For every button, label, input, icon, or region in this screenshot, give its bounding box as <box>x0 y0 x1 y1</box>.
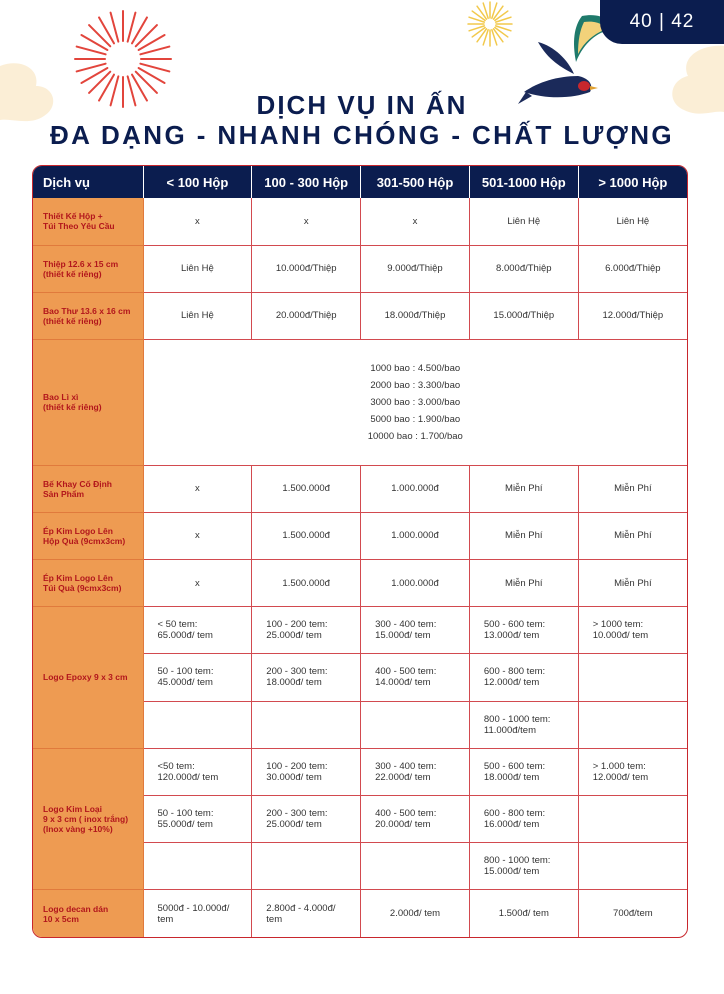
empty-cell <box>143 701 252 748</box>
price-cell: 500 - 600 tem: 13.000đ/ tem <box>469 607 578 654</box>
price-cell: 100 - 200 tem: 25.000đ/ tem <box>252 607 361 654</box>
column-header: < 100 Hộp <box>143 166 252 198</box>
price-cell: 1.000.000đ <box>361 559 470 606</box>
price-table <box>32 165 688 938</box>
price-cell: Miễn Phí <box>469 465 578 512</box>
price-cell: 5000đ - 10.000đ/ tem <box>143 890 252 937</box>
service-label: Logo decan dán 10 x 5cm <box>33 890 143 937</box>
service-label: Logo Kim Loại 9 x 3 cm ( inox trắng) (Inox vàng +10%) <box>33 748 143 890</box>
price-cell: Liên Hệ <box>143 245 252 292</box>
price-cell: 400 - 500 tem: 20.000đ/ tem <box>361 795 470 842</box>
column-header: 100 - 300 Hộp <box>252 166 361 198</box>
service-label: Ép Kim Logo Lên Hộp Quà (9cmx3cm) <box>33 512 143 559</box>
column-header: Dịch vụ <box>33 166 143 198</box>
service-label: Bế Khay Cố Định Sản Phẩm <box>33 465 143 512</box>
column-header: 501-1000 Hộp <box>469 166 578 198</box>
price-cell: 1.000.000đ <box>361 512 470 559</box>
price-cell: 6.000đ/Thiệp <box>578 245 687 292</box>
table-row <box>33 340 687 466</box>
empty-cell <box>252 701 361 748</box>
price-cell: 2.800đ - 4.000đ/ tem <box>252 890 361 937</box>
price-cell: 700đ/tem <box>578 890 687 937</box>
empty-cell <box>578 654 687 701</box>
column-header: > 1000 Hộp <box>578 166 687 198</box>
price-cell: 2.000đ/ tem <box>361 890 470 937</box>
price-cell: x <box>143 465 252 512</box>
price-cell: 50 - 100 tem: 55.000đ/ tem <box>143 795 252 842</box>
price-cell: Miễn Phí <box>469 559 578 606</box>
empty-cell <box>361 843 470 890</box>
service-label: Bao Thư 13.6 x 16 cm (thiết kế riêng) <box>33 292 143 339</box>
price-cell: 800 - 1000 tem: 11.000đ/tem <box>469 701 578 748</box>
price-cell: Miễn Phí <box>578 465 687 512</box>
price-cell: 15.000đ/Thiệp <box>469 292 578 339</box>
price-cell: x <box>143 198 252 245</box>
price-cell: 1.500đ/ tem <box>469 890 578 937</box>
price-cell: x <box>143 512 252 559</box>
price-cell: Miễn Phí <box>578 559 687 606</box>
price-cell: 200 - 300 tem: 25.000đ/ tem <box>252 795 361 842</box>
price-cell: Liên Hệ <box>578 198 687 245</box>
price-cell: 500 - 600 tem: 18.000đ/ tem <box>469 748 578 795</box>
page-subtitle: ĐA DẠNG - NHANH CHÓNG - CHẤT LƯỢNG <box>49 120 675 150</box>
price-cell: 1.000.000đ <box>361 465 470 512</box>
page-title: DỊCH VỤ IN ẤN <box>256 90 468 120</box>
price-cell: 12.000đ/Thiệp <box>578 292 687 339</box>
empty-cell <box>143 843 252 890</box>
table-row <box>33 465 687 512</box>
service-label: Bao Lì xì (thiết kế riêng) <box>33 340 143 466</box>
price-cell: x <box>361 198 470 245</box>
table-row <box>33 890 687 937</box>
price-cell: x <box>252 198 361 245</box>
price-cell: 300 - 400 tem: 22.000đ/ tem <box>361 748 470 795</box>
column-header: 301-500 Hộp <box>361 166 470 198</box>
price-cell: 1.500.000đ <box>252 465 361 512</box>
price-cell: x <box>143 559 252 606</box>
price-cell: 100 - 200 tem: 30.000đ/ tem <box>252 748 361 795</box>
table-row <box>33 198 687 245</box>
price-cell: 1.500.000đ <box>252 559 361 606</box>
service-label: Logo Epoxy 9 x 3 cm <box>33 607 143 749</box>
table-row <box>33 512 687 559</box>
price-cell: 400 - 500 tem: 14.000đ/ tem <box>361 654 470 701</box>
empty-cell <box>361 701 470 748</box>
merged-price-cell: 1000 bao : 4.500/bao 2000 bao : 3.300/bao 3000 bao : 3.000/bao 5000 bao : 1.900/bao 10000 bao : 1.700/bao <box>143 340 687 466</box>
firework-yellow-icon <box>458 0 522 52</box>
price-cell: 600 - 800 tem: 12.000đ/ tem <box>469 654 578 701</box>
price-cell: 20.000đ/Thiệp <box>252 292 361 339</box>
price-cell: > 1.000 tem: 12.000đ/ tem <box>578 748 687 795</box>
page-number: 40 | 42 <box>600 0 724 44</box>
price-cell: 8.000đ/Thiệp <box>469 245 578 292</box>
table-row <box>33 292 687 339</box>
table-header-row <box>33 166 687 198</box>
empty-cell <box>578 795 687 842</box>
price-cell: <50 tem: 120.000đ/ tem <box>143 748 252 795</box>
empty-cell <box>578 843 687 890</box>
price-cell: 1.500.000đ <box>252 512 361 559</box>
table-row <box>33 748 687 795</box>
price-cell: 50 - 100 tem: 45.000đ/ tem <box>143 654 252 701</box>
price-cell: 9.000đ/Thiệp <box>361 245 470 292</box>
price-cell: Liên Hệ <box>143 292 252 339</box>
price-cell: 300 - 400 tem: 15.000đ/ tem <box>361 607 470 654</box>
service-label: Thiệp 12.6 x 15 cm (thiết kế riêng) <box>33 245 143 292</box>
service-label: Ép Kim Logo Lên Túi Quà (9cmx3cm) <box>33 559 143 606</box>
price-cell: 10.000đ/Thiệp <box>252 245 361 292</box>
price-cell: 800 - 1000 tem: 15.000đ/ tem <box>469 843 578 890</box>
price-cell: 18.000đ/Thiệp <box>361 292 470 339</box>
empty-cell <box>578 701 687 748</box>
price-cell: < 50 tem: 65.000đ/ tem <box>143 607 252 654</box>
price-cell: 200 - 300 tem: 18.000đ/ tem <box>252 654 361 701</box>
table-row <box>33 559 687 606</box>
price-cell: 600 - 800 tem: 16.000đ/ tem <box>469 795 578 842</box>
empty-cell <box>252 843 361 890</box>
table-row <box>33 607 687 654</box>
price-cell: Liên Hệ <box>469 198 578 245</box>
price-cell: Miễn Phí <box>469 512 578 559</box>
service-label: Thiết Kế Hộp + Túi Theo Yêu Cầu <box>33 198 143 245</box>
price-cell: Miễn Phí <box>578 512 687 559</box>
table-row <box>33 245 687 292</box>
price-cell: > 1000 tem: 10.000đ/ tem <box>578 607 687 654</box>
